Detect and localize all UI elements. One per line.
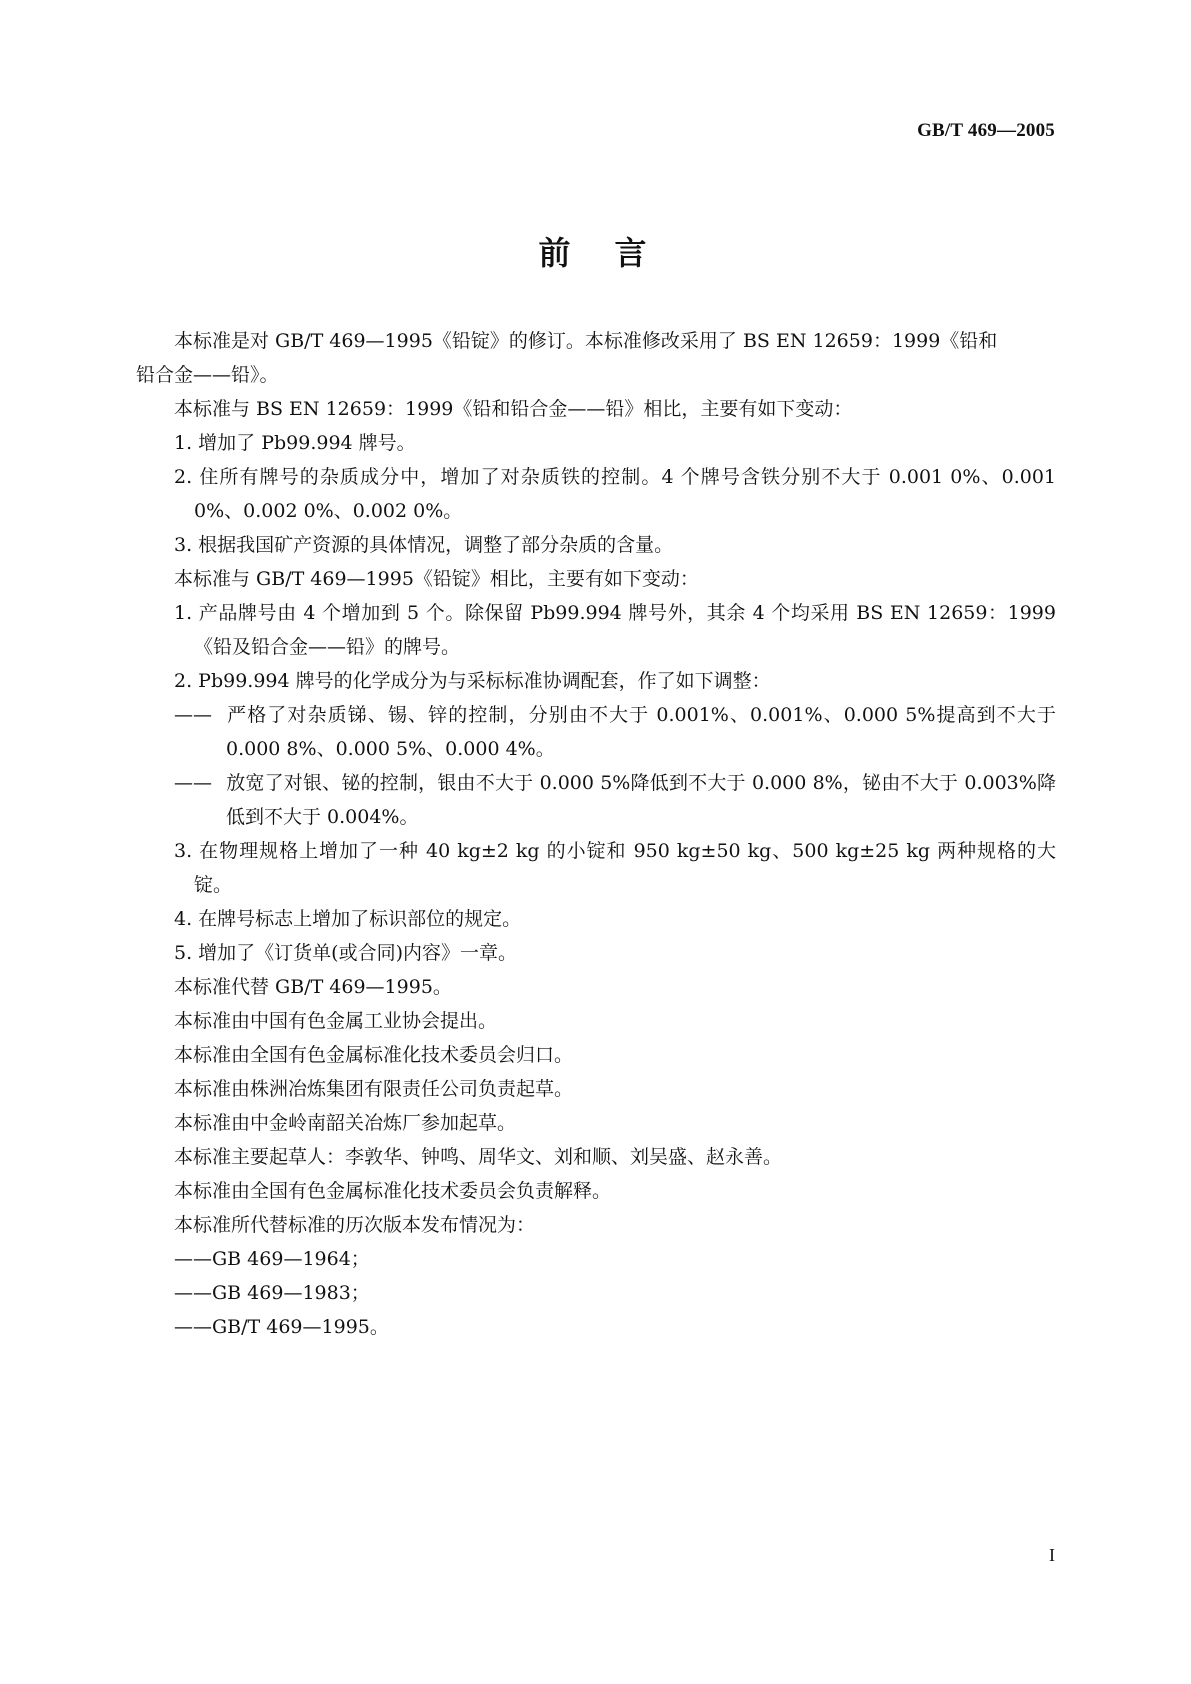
list-item: 5. 增加了《订货单(或合同)内容》一章。	[174, 942, 517, 964]
dash-mark: ——	[174, 704, 212, 726]
dash-mark: ——	[174, 1248, 212, 1270]
page-title: 前 言	[538, 234, 653, 272]
list-item: 2. Pb99.994 牌号的化学成分为与采标标准协调配套，作了如下调整：	[174, 670, 771, 692]
history-item	[136, 1310, 1056, 1344]
paragraph: 本标准代替 GB/T 469—1995。	[174, 976, 452, 998]
history-item-text: GB 469—1983；	[212, 1282, 370, 1304]
paragraph: 本标准所代替标准的历次版本发布情况为：	[174, 1214, 536, 1236]
paragraph: 本标准由株洲冶炼集团有限责任公司负责起草。	[174, 1078, 574, 1100]
paragraph: 铅合金——铅》。	[136, 364, 279, 386]
list-item: 2. 住所有牌号的杂质成分中，增加了对杂质铁的控制。4 个牌号含铁分别不大于 0.001 0%、0.001 0%、0.002 0%、0.002 0%。	[174, 466, 1056, 522]
dash-mark: ——	[174, 1282, 212, 1304]
paragraph: 本标准与 BS EN 12659：1999《铅和铅合金——铅》相比，主要有如下变动：	[174, 398, 853, 420]
paragraph: 本标准由全国有色金属标准化技术委员会负责解释。	[174, 1180, 612, 1202]
history-item	[136, 1242, 1056, 1276]
history-item	[136, 1276, 1056, 1310]
history-item-text: GB/T 469—1995。	[212, 1316, 389, 1338]
dash-mark: ——	[174, 772, 212, 794]
page-number: I	[1049, 1545, 1055, 1565]
history-item-text: GB 469—1964；	[212, 1248, 370, 1270]
paragraph: 本标准由中金岭南韶关冶炼厂参加起草。	[174, 1112, 517, 1134]
list-item: 3. 在物理规格上增加了一种 40 kg±2 kg 的小锭和 950 kg±50 kg、500 kg±25 kg 两种规格的大锭。	[174, 840, 1056, 896]
dash-item-text: 放宽了对银、铋的控制，银由不大于 0.000 5%降低到不大于 0.000 8%，铋由不大于 0.003%降低到不大于 0.004%。	[226, 772, 1056, 828]
dash-item-text: 严格了对杂质锑、锡、锌的控制，分别由不大于 0.001%、0.001%、0.000 5%提高到不大于 0.000 8%、0.000 5%、0.000 4%。	[226, 704, 1056, 760]
list-item: 1. 增加了 Pb99.994 牌号。	[174, 432, 416, 454]
dash-list-item	[136, 698, 1056, 766]
paragraph: 本标准由中国有色金属工业协会提出。	[174, 1010, 498, 1032]
paragraph: 本标准由全国有色金属标准化技术委员会归口。	[174, 1044, 574, 1066]
paragraph: 本标准是对 GB/T 469—1995《铅锭》的修订。本标准修改采用了 BS EN 12659：1999《铅和	[174, 330, 998, 352]
standard-number: GB/T 469—2005	[917, 120, 1055, 141]
list-item: 1. 产品牌号由 4 个增加到 5 个。除保留 Pb99.994 牌号外，其余 4 个均采用 BS EN 12659：1999《铅及铅合金——铅》的牌号。	[174, 602, 1056, 658]
document-body	[136, 324, 1056, 1344]
list-item: 3. 根据我国矿产资源的具体情况，调整了部分杂质的含量。	[174, 534, 674, 556]
dash-mark: ——	[174, 1316, 212, 1338]
paragraph: 本标准与 GB/T 469—1995《铅锭》相比，主要有如下变动：	[174, 568, 699, 590]
dash-list-item	[136, 766, 1056, 834]
paragraph: 本标准主要起草人：李敦华、钟鸣、周华文、刘和顺、刘吴盛、赵永善。	[174, 1146, 783, 1168]
list-item: 4. 在牌号标志上增加了标识部位的规定。	[174, 908, 522, 930]
